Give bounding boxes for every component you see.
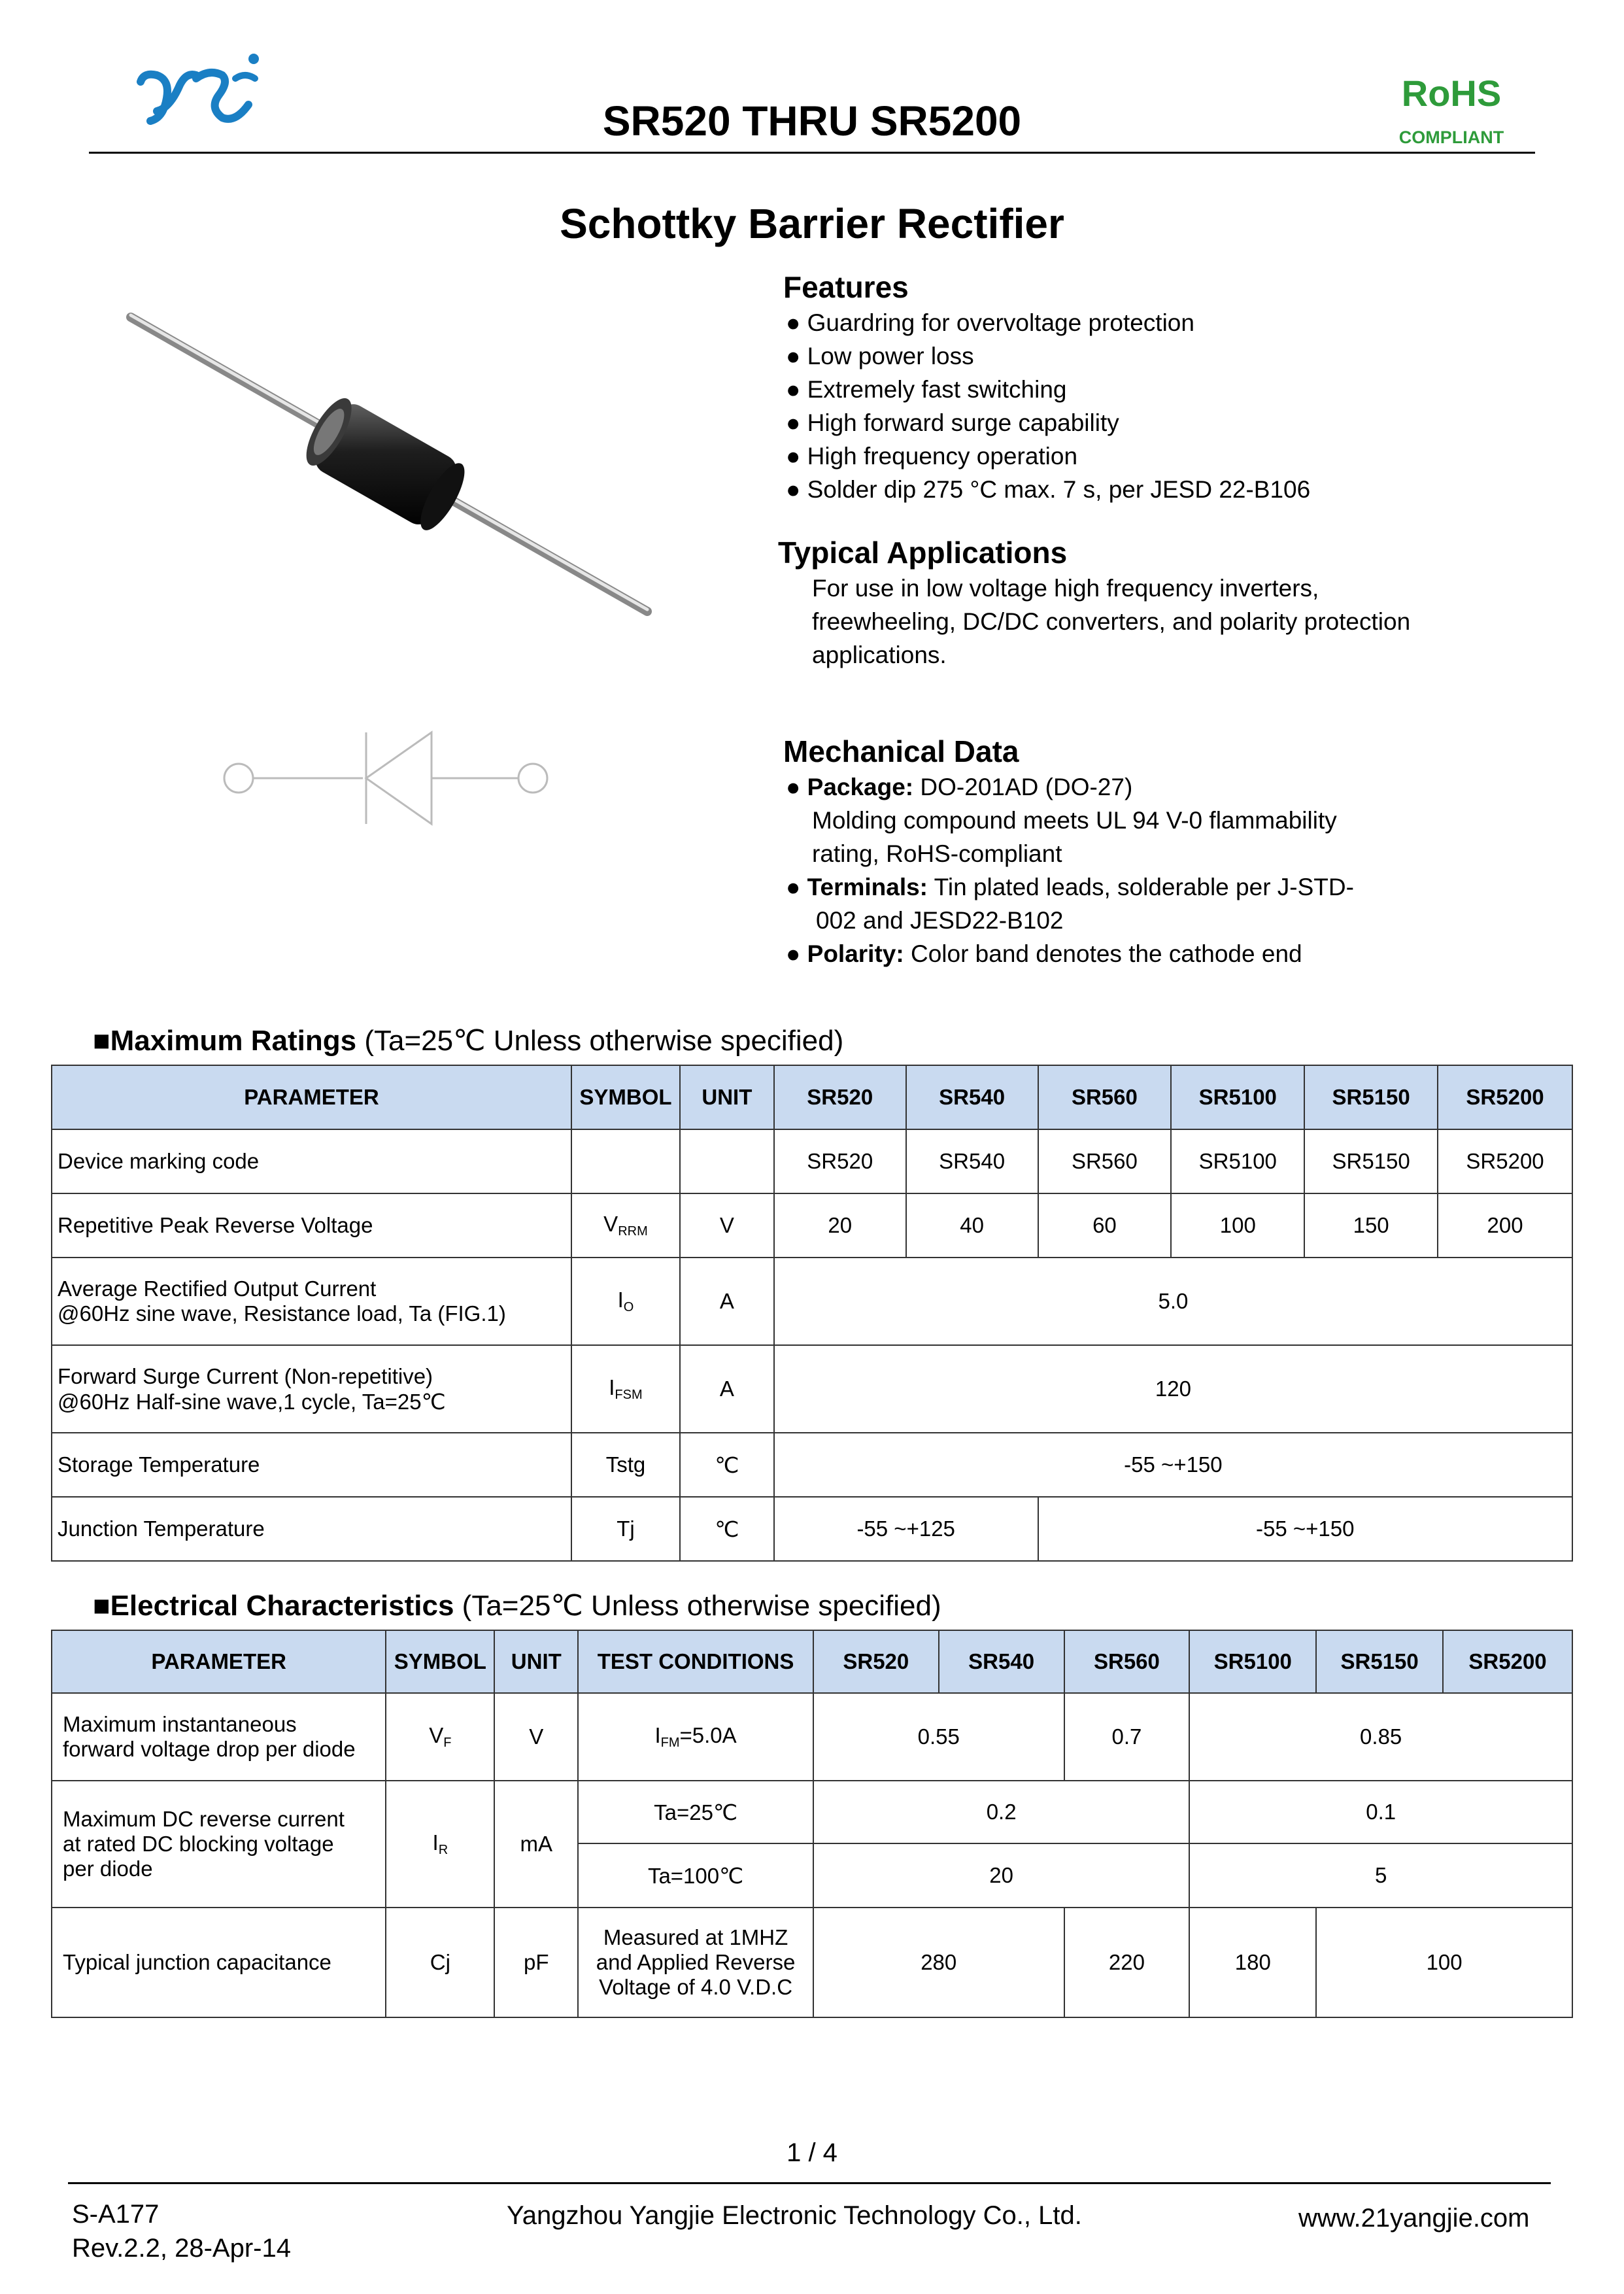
table-row: Maximum instantaneous forward voltage drop per diode $V_F$ V $I_{FM}=5.0A$ 0.55 0.7 0.85 xyxy=(52,1693,1572,1781)
doc-id: S-A177 xyxy=(72,2200,160,2229)
website-link[interactable]: www.21yangjie.com xyxy=(1298,2204,1530,2233)
header-divider xyxy=(89,152,1535,154)
table-row: Average Rectified Output Current @60Hz sine wave, Resistance load, Ta (FIG.1) $I_O$ A 5.0 xyxy=(52,1258,1572,1345)
polarity-label: Polarity: xyxy=(807,940,904,967)
applications-text: For use in low voltage high frequency inverters, freewheeling, DC/DC converters, and polarity protection applications. xyxy=(812,575,1411,668)
features-heading: Features xyxy=(783,270,909,304)
terminals-label: Terminals: xyxy=(807,874,928,900)
electrical-table xyxy=(51,1630,1573,2018)
table-row: Storage Temperature Tstg ℃ -55 ~+150 xyxy=(52,1433,1572,1497)
applications-heading: Typical Applications xyxy=(778,536,1068,570)
max-ratings-table xyxy=(51,1065,1573,1562)
list-item: ● Solder dip 275 °C max. 7 s, per JESD 22-B106 xyxy=(786,476,1311,503)
table-header-row: PARAMETER SYMBOL UNIT TEST CONDITIONS SR520 SR540 SR560 SR5100 SR5150 SR5200 xyxy=(52,1630,1572,1693)
table-row: Ta=100℃ 20 5 xyxy=(52,1843,1572,1908)
list-item: ● Low power loss xyxy=(786,343,974,369)
electrical-title: ■Electrical Characteristics (Ta=25℃ Unless otherwise specified) xyxy=(93,1590,941,1622)
features-list xyxy=(786,306,1310,506)
mechanical-heading: Mechanical Data xyxy=(783,734,1019,768)
list-item: ● Guardring for overvoltage protection xyxy=(786,309,1194,336)
footer-divider xyxy=(68,2182,1551,2184)
list-item: ● High frequency operation xyxy=(786,443,1078,470)
diode-symbol-icon xyxy=(216,719,556,837)
table-row: Maximum DC reverse current at rated DC blocking voltage per diode $I_R$ mA Ta=25℃ 0.2 0.1 xyxy=(52,1781,1572,1843)
table-row: Repetitive Peak Reverse Voltage $V_{RRM}$ V 20 40 60 100 150 200 xyxy=(52,1193,1572,1258)
document-title: SR520 THRU SR5200 xyxy=(602,97,1022,145)
table-header-row: PARAMETER SYMBOL UNIT SR520 SR540 SR560 SR5100 SR5150 SR5200 xyxy=(52,1065,1572,1129)
company-name: Yangzhou Yangjie Electronic Technology Co., Ltd. xyxy=(507,2201,1082,2230)
rohs-badge: RoHS xyxy=(1401,73,1502,114)
page-number: 1 / 4 xyxy=(787,2138,837,2167)
max-ratings-title: ■Maximum Ratings (Ta=25℃ Unless otherwise specified) xyxy=(93,1025,844,1057)
list-item: ● Extremely fast switching xyxy=(786,376,1067,403)
mechanical-list: ● Package: DO-201AD (DO-27) Molding compound meets UL 94 V-0 flammability rating, RoHS-compliant ● Terminals: Tin plated leads, solderable per J-STD- 002 and JESD22-B102 ● Polarity: Color band denotes the cathode end xyxy=(786,774,1354,967)
list-item: ● High forward surge capability xyxy=(786,409,1119,436)
document-subtitle: Schottky Barrier Rectifier xyxy=(560,200,1064,247)
table-row: Typical junction capacitance Cj pF Measured at 1MHZ and Applied Reverse Voltage of 4.0 V.D.C 280 220 180 100 xyxy=(52,1908,1572,2017)
revision: Rev.2.2, 28-Apr-14 xyxy=(72,2234,291,2263)
rohs-compliant-label: COMPLIANT xyxy=(1398,128,1504,147)
table-row: Device marking code SR520 SR540 SR560 SR5100 SR5150 SR5200 xyxy=(52,1129,1572,1193)
axial-diode-image xyxy=(124,307,654,628)
table-row: Forward Surge Current (Non-repetitive) @60Hz Half-sine wave,1 cycle, Ta=25℃ $I_{FSM}$ A 120 xyxy=(52,1345,1572,1433)
table-row: Junction Temperature Tj ℃ -55 ~+125 -55 ~+150 xyxy=(52,1497,1572,1561)
package-label: Package: xyxy=(807,774,914,800)
